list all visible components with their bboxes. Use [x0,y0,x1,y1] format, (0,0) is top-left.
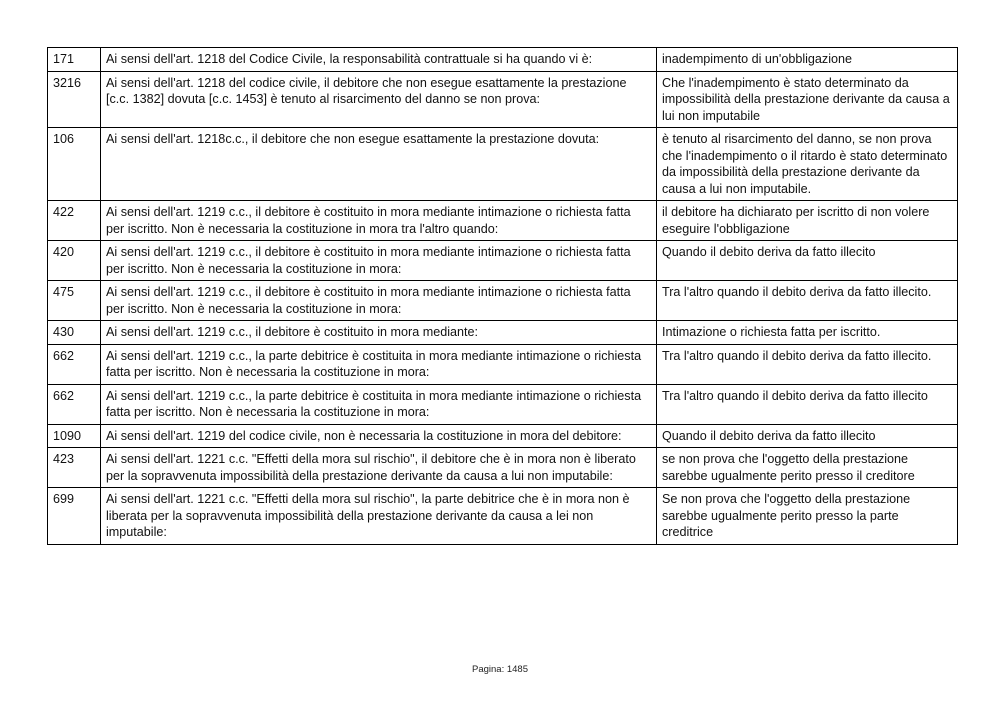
row-id: 1090 [48,424,101,448]
qa-table [47,47,958,545]
row-id: 420 [48,241,101,281]
table-row [48,384,958,424]
row-answer: Intimazione o richiesta fatta per iscritto. [657,321,958,345]
row-id: 106 [48,128,101,201]
table-row [48,321,958,345]
row-id: 3216 [48,71,101,128]
table-row [48,201,958,241]
row-id: 699 [48,488,101,545]
row-id: 662 [48,344,101,384]
row-question: Ai sensi dell'art. 1218c.c., il debitore che non esegue esattamente la prestazione dovuta: [101,128,657,201]
row-id: 475 [48,281,101,321]
row-id: 422 [48,201,101,241]
row-question: Ai sensi dell'art. 1219 c.c., il debitore è costituito in mora mediante intimazione o richiesta fatta per iscritto. Non è necessaria la costituzione in mora: [101,281,657,321]
row-id: 423 [48,448,101,488]
row-question: Ai sensi dell'art. 1219 del codice civile, non è necessaria la costituzione in mora del debitore: [101,424,657,448]
table-row [48,424,958,448]
qa-table-body [48,48,958,545]
row-answer: Tra l'altro quando il debito deriva da fatto illecito. [657,281,958,321]
row-answer: Tra l'altro quando il debito deriva da fatto illecito [657,384,958,424]
row-answer: Quando il debito deriva da fatto illecito [657,241,958,281]
table-row [48,488,958,545]
row-id: 662 [48,384,101,424]
row-answer: il debitore ha dichiarato per iscritto di non volere eseguire l'obbligazione [657,201,958,241]
row-answer: Tra l'altro quando il debito deriva da fatto illecito. [657,344,958,384]
row-question: Ai sensi dell'art. 1221 c.c. "Effetti della mora sul rischio", il debitore che è in mora non è liberato per la sopravvenuta impossibilità della prestazione derivante da causa a lui non imputabile: [101,448,657,488]
table-row [48,48,958,72]
row-question: Ai sensi dell'art. 1219 c.c., la parte debitrice è costituita in mora mediante intimazione o richiesta fatta per iscritto. Non è necessaria la costituzione in mora: [101,344,657,384]
row-question: Ai sensi dell'art. 1219 c.c., il debitore è costituito in mora mediante intimazione o richiesta fatta per iscritto. Non è necessaria la costituzione in mora: [101,241,657,281]
table-row [48,241,958,281]
row-question: Ai sensi dell'art. 1219 c.c., il debitore è costituito in mora mediante: [101,321,657,345]
row-answer: è tenuto al risarcimento del danno, se non prova che l'inadempimento o il ritardo è stato determinato da impossibilità della prestazione derivante da causa a lui non imputabile. [657,128,958,201]
row-answer: Se non prova che l'oggetto della prestazione sarebbe ugualmente perito presso la parte creditrice [657,488,958,545]
table-row [48,344,958,384]
table-row [48,281,958,321]
table-row [48,71,958,128]
row-answer: inadempimento di un'obbligazione [657,48,958,72]
row-answer: Che l'inadempimento è stato determinato da impossibilità della prestazione derivante da causa a lui non imputabile [657,71,958,128]
table-row [48,448,958,488]
table-row [48,128,958,201]
row-question: Ai sensi dell'art. 1221 c.c. "Effetti della mora sul rischio", la parte debitrice che è in mora non è liberata per la sopravvenuta impossibilità della prestazione derivante da causa a lei non imputabile: [101,488,657,545]
row-question: Ai sensi dell'art. 1219 c.c., il debitore è costituito in mora mediante intimazione o richiesta fatta per iscritto. Non è necessaria la costituzione in mora tra l'altro quando: [101,201,657,241]
row-answer: se non prova che l'oggetto della prestazione sarebbe ugualmente perito presso il creditore [657,448,958,488]
row-id: 171 [48,48,101,72]
row-question: Ai sensi dell'art. 1218 del Codice Civile, la responsabilità contrattuale si ha quando vi è: [101,48,657,72]
row-answer: Quando il debito deriva da fatto illecito [657,424,958,448]
row-id: 430 [48,321,101,345]
row-question: Ai sensi dell'art. 1218 del codice civile, il debitore che non esegue esattamente la prestazione [c.c. 1382] dovuta [c.c. 1453] è tenuto al risarcimento del danno se non prova: [101,71,657,128]
page-number: Pagina: 1485 [472,664,528,675]
row-question: Ai sensi dell'art. 1219 c.c., la parte debitrice è costituita in mora mediante intimazione o richiesta fatta per iscritto. Non è necessaria la costituzione in mora: [101,384,657,424]
